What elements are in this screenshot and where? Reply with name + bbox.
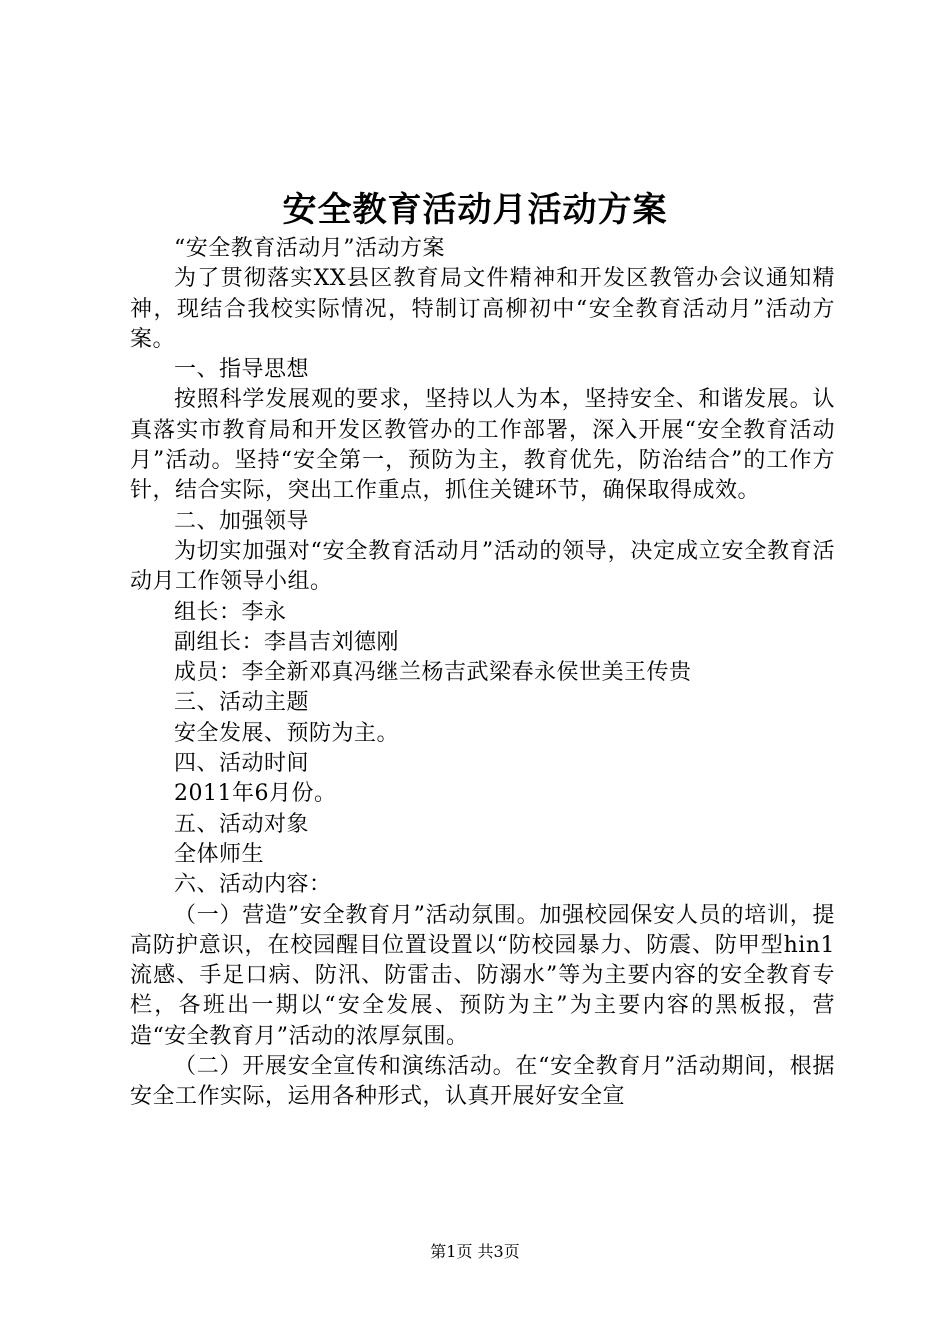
paragraph-members: 成员：李全新邓真冯继兰杨吉武梁春永侯世美王传贵: [174, 660, 692, 686]
paragraph-content-1: （一）营造”安全教育月”活动氛围。加强校园保安人员的培训，提高防护意识，在校园醒目位置设置以“防校园暴力、防震、防甲型hin1流感、手足口病、防汛、防雷击、防溺水”等为主要内容的安全教育专栏，各班出一期以“安全发展、预防为主”为主要内容的黑板报，营造“安全教育月”活动的浓厚氛围。: [130, 902, 835, 1049]
section-heading-guiding-thought: 一、指导思想: [174, 357, 310, 383]
paragraph-intro: 为了贯彻落实XX县区教育局文件精神和开发区教管办会议通知精神，现结合我校实际情况，特制订高柳初中“安全教育活动月”活动方案。: [130, 266, 835, 352]
paragraph-theme: 安全发展、预防为主。: [174, 720, 400, 746]
section-heading-target: 五、活动对象: [174, 811, 310, 837]
document-body: [130, 234, 835, 1113]
section-heading-content: 六、活动内容：: [174, 872, 332, 898]
page-footer: 第1页 共3页: [430, 1242, 520, 1261]
paragraph-leadership: 为切实加强对“安全教育活动月”活动的领导，决定成立安全教育活动月工作领导小组。: [130, 538, 835, 595]
section-heading-theme: 三、活动主题: [174, 690, 310, 716]
paragraph-content-2: （二）开展安全宣传和演练活动。在“安全教育月”活动期间，根据安全工作实际，运用各种形式，认真开展好安全宣: [130, 1054, 835, 1110]
paragraph-subtitle: “安全教育活动月”活动方案: [174, 236, 445, 261]
paragraph-deputy-leader: 副组长：李昌吉刘德刚: [174, 629, 400, 655]
paragraph-target: 全体师生: [174, 841, 265, 867]
section-heading-time: 四、活动时间: [174, 751, 310, 777]
section-heading-leadership: 二、加强领导: [174, 508, 310, 534]
document-title: 安全教育活动月活动方案: [282, 190, 668, 230]
paragraph-time: 2011年6月份。: [174, 781, 337, 807]
paragraph-guiding-thought: 按照科学发展观的要求，坚持以人为本，坚持安全、和谐发展。认真落实市教育局和开发区教管办的工作部署，深入开展“安全教育活动月”活动。坚持“安全第一，预防为主，教育优先，防治结合”的工作方针，结合实际，突出工作重点，抓住关键环节，确保取得成效。: [130, 387, 835, 504]
paragraph-group-leader: 组长：李永: [174, 599, 287, 625]
